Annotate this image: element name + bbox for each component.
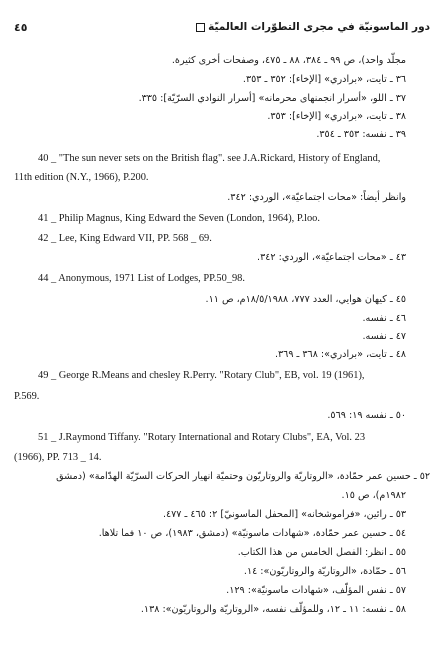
note-line: 49 _ George R.Means and chesley R.Perry. "Rotary Club", EB, vol. 19 (1961), (38, 370, 365, 381)
note-line: ٥٤ ـ حسين عمر حمّادة، «شهادات ماسونيّة» (دمشق، ١٩٨٣)، ص ١٠ فما تلاها. (98, 528, 406, 539)
note-line: ٤٥ ـ كيهان هوايي، العدد ٧٧٧، ١٨/٥/١٩٨٨م، ص ١١. (205, 294, 406, 305)
note-line: ٣٨ ـ تايت، «برادري» [الإخاء]: ٣٥٣. (267, 111, 406, 122)
note-line: 11th edition (N.Y., 1966), P.200. (14, 172, 149, 183)
note-line: 40 _ "The sun never sets on the British flag". see J.A.Rickard, History of England, (38, 153, 381, 164)
note-line: ٥٨ ـ نفسه: ١١ ـ ١٢، وللمؤلّف نفسه، «الروتاريّة والروتاريّون»: ١٣٨. (140, 604, 406, 615)
note-line: 42 _ Lee, King Edward VII, PP. 568 _ 69. (38, 233, 212, 244)
note-line: 44 _ Anonymous, 1971 List of Lodges, PP.50_98. (38, 273, 245, 284)
note-line: P.569. (14, 391, 40, 402)
note-line: ٣٧ ـ اللو، «أسرار انجمنهای محرمانه» [أسرار النوادي السرّيّة]: ٣٣٥. (138, 93, 406, 104)
page-number: ٤٥ (14, 20, 28, 34)
note-line: 41 _ Philip Magnus, King Edward the Seven (London, 1964), P.loo. (38, 213, 320, 224)
note-line: ٤٣ ـ «محات اجتماعيّة»، الوردي: ٣٤٢. (257, 252, 406, 263)
note-line: ٥٢ ـ حسين عمر حمّادة، «الروتاريّة والروتاريّون وحتميّة انهيار الحركات السرّيّة الهدّامة» (دمشق (56, 471, 430, 482)
note-line: ٥٥ ـ انظر: الفصل الخامس من هذا الكتاب. (237, 547, 406, 558)
note-line: ٤٦ ـ نفسه. (362, 313, 406, 324)
note-line: 51 _ J.Raymond Tiffany. "Rotary International and Rotary Clubs", EA, Vol. 23 (38, 432, 366, 443)
note-line: ٤٧ ـ نفسه. (362, 331, 406, 342)
note-line: ١٩٨٢م)، ص ١٥. (341, 490, 406, 501)
note-line: مجلّد واحد)، ص ٩٩ ـ ٣٨٤، ٨٨ ـ ٤٧٥، وصفحات أخرى كثيرة. (171, 55, 406, 66)
note-line: ٥٧ ـ نفس المؤلّف، «شهادات ماسونيّة»: ١٢٩. (226, 585, 406, 596)
note-line: ٣٩ ـ نفسه: ٣٥٣ ـ ٣٥٤. (316, 129, 406, 140)
note-line: ٣٦ ـ تايت، «برادري» [الإخاء]: ٣٥٢ ـ ٣٥٣. (242, 74, 406, 85)
note-line: وانظر أيضاً: «محات اجتماعيّة»، الوردي: ٣٤٢. (227, 192, 406, 203)
note-line: (1966), PP. 713 _ 14. (14, 452, 102, 463)
running-title: دور الماسونيّة في مجرى التطوّرات العالميّة (208, 21, 430, 33)
note-line: ٥٠ ـ نفسه ١٩: ٥٦٩. (327, 410, 406, 421)
running-header (14, 18, 430, 36)
header-title-group (193, 21, 430, 33)
note-line: ٥٣ ـ رائين، «فراموشخانه» [المحفل الماسونيّ] ٢: ٤٦٥ ـ ٤٧٧. (162, 509, 406, 520)
square-ornament-icon (196, 23, 205, 32)
note-line: ٤٨ ـ تايت، «برادري»: ٣٦٨ ـ ٣٦٩. (274, 349, 406, 360)
note-line: ٥٦ ـ حمّادة، «الروتاريّة والروتاريّون»: ١٤. (243, 566, 406, 577)
